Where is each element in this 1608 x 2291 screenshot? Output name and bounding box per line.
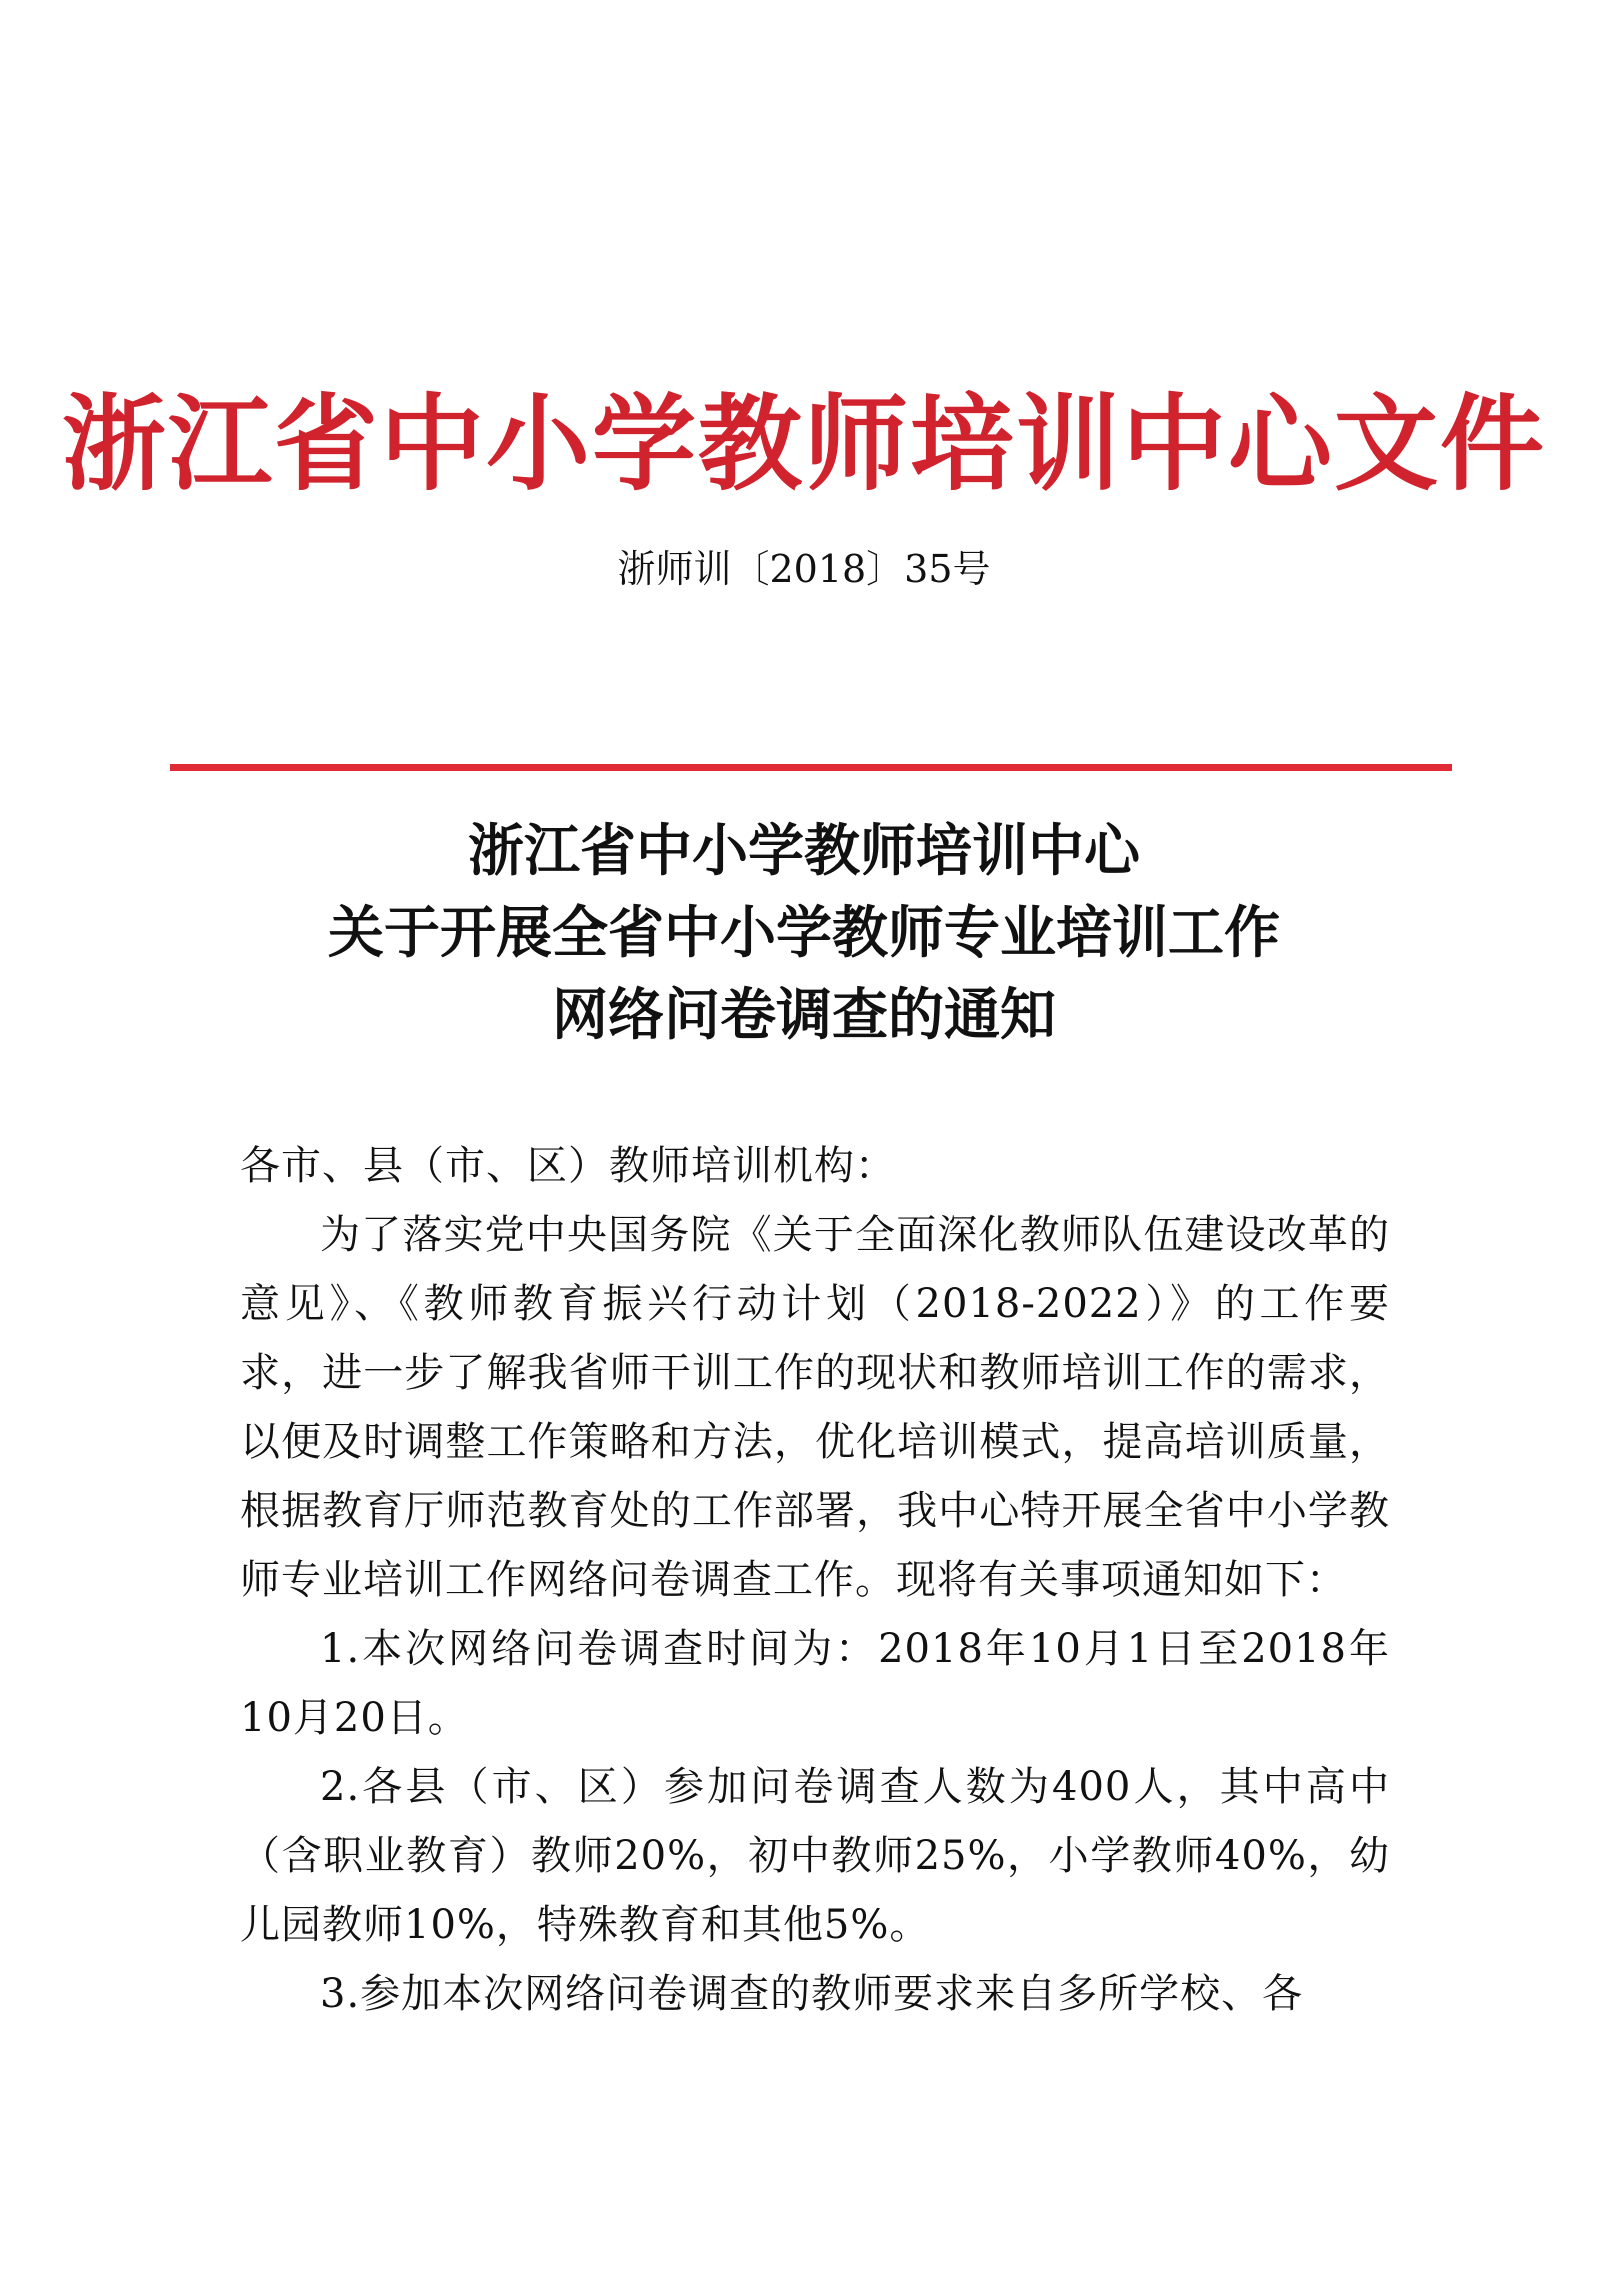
notice-title-line-3: 网络问卷调查的通知	[552, 982, 1056, 1048]
red-divider-rule	[170, 764, 1452, 771]
item-2-paragraph: 2.各县（市、区）参加问卷调查人数为400人，其中高中（含职业教育）教师20%，初中教师25%，小学教师40%，幼儿园教师10%，特殊教育和其他5%。	[240, 1764, 1390, 1948]
notice-title-line-2: 关于开展全省中小学教师专业培训工作	[328, 900, 1280, 966]
document-header-title: 浙江省中小学教师培训中心文件	[61, 382, 1546, 505]
notice-title	[0, 810, 1608, 1056]
item-3-paragraph: 3.参加本次网络问卷调查的教师要求来自多所学校、各	[320, 1971, 1304, 2017]
item-1-paragraph: 1.本次网络问卷调查时间为：2018年10月1日至2018年10月20日。	[240, 1626, 1390, 1741]
notice-title-line-1: 浙江省中小学教师培训中心	[468, 818, 1140, 884]
salutation: 各市、县（市、区）教师培训机构：	[240, 1143, 896, 1189]
document-number: 浙师训〔2018〕35号	[617, 547, 991, 591]
notice-body	[240, 1132, 1390, 2029]
intro-paragraph: 为了落实党中央国务院《关于全面深化教师队伍建设改革的意见》、《教师教育振兴行动计划（2018-2022）》的工作要求，进一步了解我省师干训工作的现状和教师培训工作的需求，以便及时调整工作策略和方法，优化培训模式，提高培训质量，根据教育厅师范教育处的工作部署，我中心特开展全省中小学教师专业培训工作网络问卷调查工作。现将有关事项通知如下：	[240, 1212, 1390, 1603]
